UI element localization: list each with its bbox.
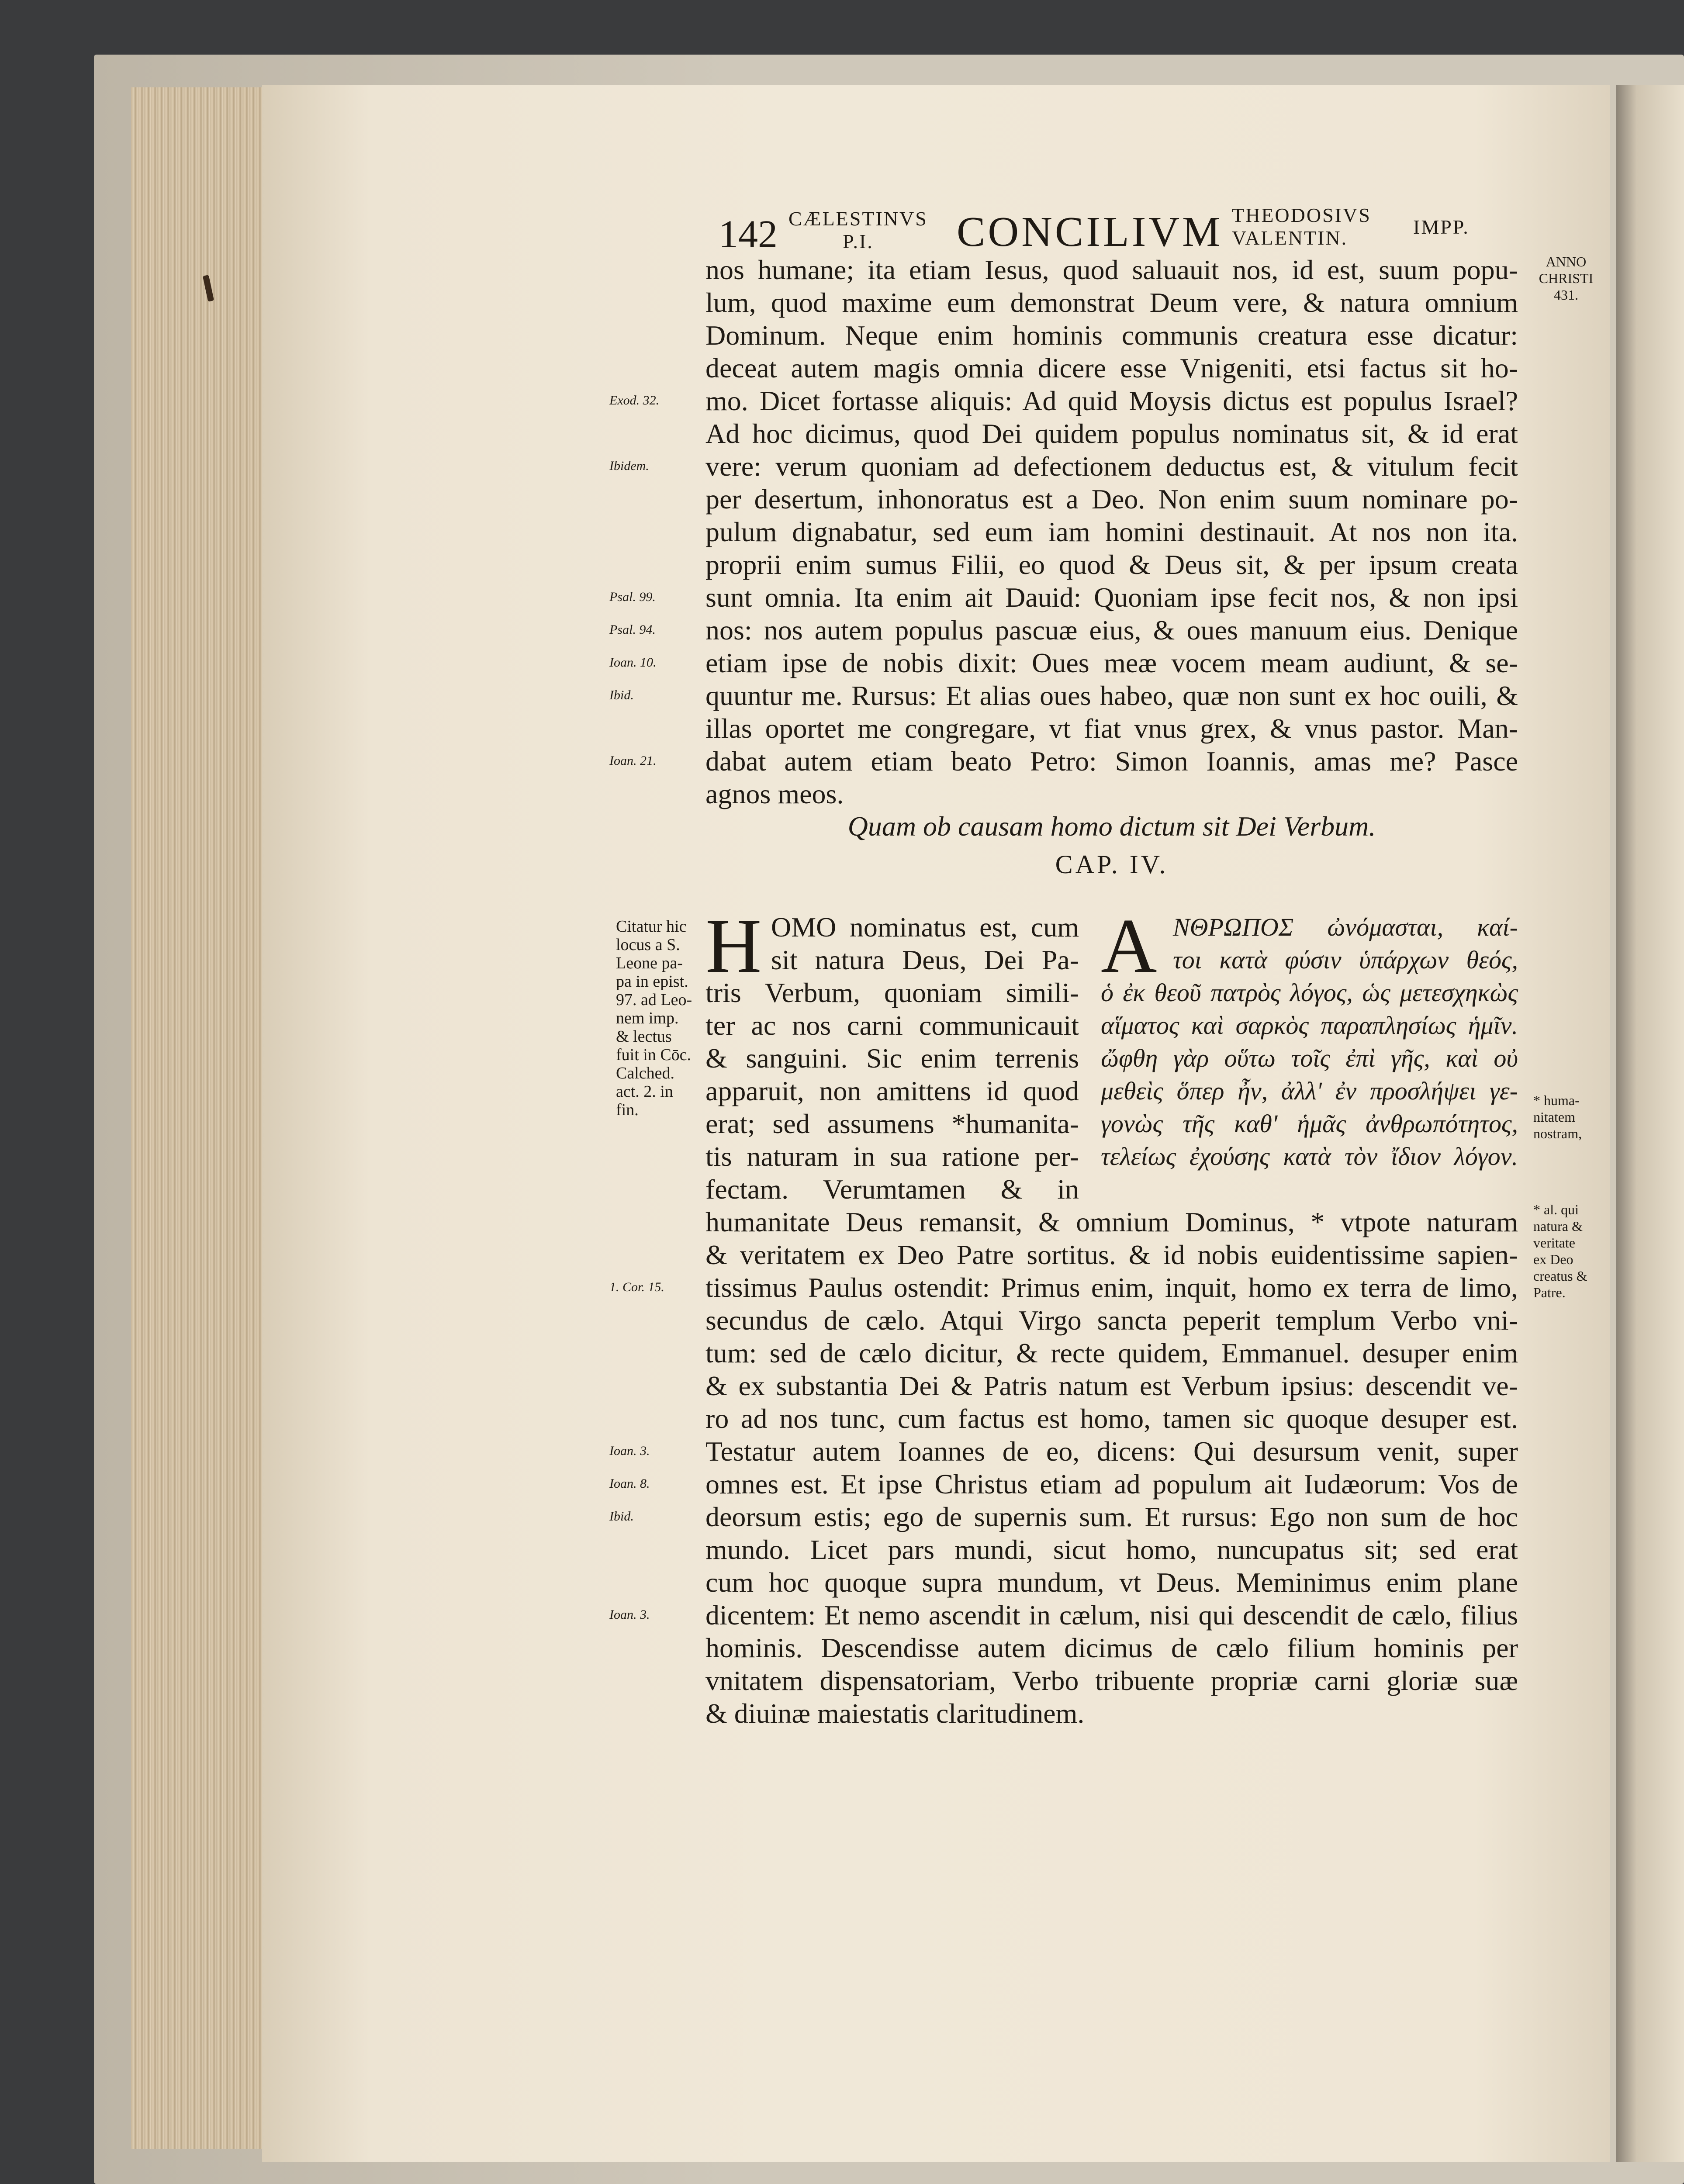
text-line: apparuit, non amittens id quod <box>705 1075 1079 1106</box>
text-line: etiam ipse de nobis dixit: Oues meæ vocem meam audiunt, & se- <box>705 647 1518 678</box>
left-note <box>616 917 697 1119</box>
text-line: nos humane; ita etiam Iesus, quod saluauit nos, id est, suum popu- <box>705 254 1518 285</box>
left-note-line: Calched. <box>616 1064 675 1082</box>
left-note-line: 97. ad Leo- <box>616 991 692 1009</box>
text-line: fectam. Verumtamen & in <box>705 1174 1079 1205</box>
left-note-line: act. 2. in <box>616 1082 673 1101</box>
page-edges <box>131 87 266 2149</box>
right-note-line: natura & <box>1533 1218 1583 1234</box>
text-line: sunt omnia. Ita enim ait Dauid: Quoniam ipse fecit nos, & non ipsi <box>705 582 1518 613</box>
year-label-anno: ANNO <box>1546 254 1587 270</box>
running-header <box>719 199 1509 256</box>
left-note-line: pa in epist. <box>616 972 688 991</box>
right-note-line: * al. qui <box>1533 1202 1579 1217</box>
facing-page <box>1616 85 1684 2162</box>
margin-reference: Ioan. 8. <box>609 1476 650 1491</box>
margin-reference: Ioan. 3. <box>609 1607 650 1622</box>
left-note-line: & lectus <box>616 1027 672 1046</box>
margin-reference: Ibid. <box>609 688 634 702</box>
page-number: 142 <box>719 213 778 256</box>
text-line: deorsum estis; ego de supernis sum. Et rursus: Ego non sum de hoc <box>705 1501 1518 1532</box>
margin-reference: Ioan. 21. <box>609 753 657 768</box>
text-line: vere: verum quoniam ad defectionem deductus est, & vitulum fecit <box>705 451 1518 482</box>
text-line: pulum dignabatur, sed eum iam homini destinauit. At nos non ita. <box>705 516 1518 547</box>
left-note-line: Citatur hic <box>616 917 687 936</box>
text-line: tissimus Paulus ostendit: Primus enim, inquit, homo ex terra de limo, <box>705 1272 1518 1303</box>
text-line: & veritatem ex Deo Patre sortitus. & id nobis euidentissime sapien- <box>705 1239 1518 1270</box>
text-line: τελείως ἐχούσης κατὰ τὸν ἴδιον λόγον. <box>1101 1142 1518 1171</box>
right-note-line: nitatem <box>1533 1109 1575 1125</box>
text-line: ὤφθη γὰρ οὕτω τοῖς ἐπὶ γῆς, καὶ οὐ <box>1101 1044 1518 1072</box>
text-line: agnos meos. <box>705 778 844 809</box>
margin-reference: Ibid. <box>609 1509 634 1524</box>
text-line: Dominum. Neque enim hominis communis creatura esse dicatur: <box>705 320 1518 351</box>
latin-column <box>705 902 1079 1206</box>
text-line: OMO nominatus est, cum <box>771 912 1079 943</box>
left-note-line: locus a S. <box>616 936 680 954</box>
text-line: ὁ ἐκ θεοῦ πατρὸς λόγος, ὡς μετεσχηκὼς <box>1101 978 1518 1007</box>
text-line: sit natura Deus, Dei Pa- <box>771 944 1079 975</box>
text-line: γονὼς τῆς καθ' ἡμᾶς ἀνθρωπότητος, <box>1101 1109 1518 1138</box>
text-line: hominis. Descendisse autem dicimus de cælo filium hominis per <box>705 1632 1518 1663</box>
margin-reference: 1. Cor. 15. <box>609 1280 664 1294</box>
text-line: & ex substantia Dei & Patris natum est Verbum ipsius: descendit ve- <box>705 1370 1518 1401</box>
text-line: vnitatem dispensatoriam, Verbo tribuente propriæ carni gloriæ suæ <box>705 1665 1518 1696</box>
right-note-line: nostram, <box>1533 1126 1582 1141</box>
text-line: ter ac nos carni communicauit <box>705 1010 1079 1041</box>
chapter-subtitle: Quam ob causam homo dictum sit Dei Verbum. <box>847 811 1376 842</box>
right-note <box>1533 1092 1582 1142</box>
text-line: αἵματος καὶ σαρκὸς παραπλησίως ἡμῖν. <box>1101 1011 1518 1040</box>
text-line: τοι κατὰ φύσιν ὑπάρχων θεός, <box>1173 946 1518 974</box>
emperor-2: VALENTIN. <box>1232 227 1348 249</box>
text-line: μεθεὶς ὅπερ ἦν, ἀλλ' ἐν προσλήψει γε- <box>1101 1077 1518 1105</box>
greek-dropcap: Α <box>1101 902 1157 989</box>
text-line: tum: sed de cælo dicitur, & recte quidem, Emmanuel. desuper enim <box>705 1337 1518 1368</box>
right-note-line: * huma- <box>1533 1092 1580 1108</box>
header-pope <box>788 207 928 253</box>
text-line: cum hoc quoque supra mundum, vt Deus. Meminimus enim plane <box>705 1567 1518 1598</box>
margin-reference: Ibidem. <box>609 459 649 473</box>
text-line: Testatur autem Ioannes de eo, dicens: Qui desursum venit, super <box>705 1436 1518 1467</box>
year-label-christi: CHRISTI <box>1539 270 1594 286</box>
text-line: ΝΘΡΩΠΟΣ ὠνόμασται, καί- <box>1173 913 1518 941</box>
right-note-line: Patre. <box>1533 1285 1566 1300</box>
greek-column <box>1101 902 1518 1173</box>
header-title: CONCILIVM <box>957 208 1223 256</box>
margin-reference: Psal. 99. <box>609 590 656 604</box>
left-note-line: Leone pa- <box>616 954 683 972</box>
margin-reference: Psal. 94. <box>609 622 656 637</box>
right-note-line: veritate <box>1533 1235 1575 1251</box>
text-line: dicentem: Et nemo ascendit in cælum, nisi qui descendit de cælo, filius <box>705 1600 1518 1631</box>
latin-dropcap: H <box>705 902 762 989</box>
text-line: dabat autem etiam beato Petro: Simon Ioannis, amas me? Pasce <box>705 746 1518 777</box>
right-note-line: creatus & <box>1533 1268 1587 1284</box>
text-line: mo. Dicet fortasse aliquis: Ad quid Moysis dictus est populus Israel? <box>705 385 1518 416</box>
emperor-1: THEODOSIVS <box>1232 204 1371 226</box>
header-emperors <box>1232 204 1371 249</box>
main-text-top <box>705 253 1518 810</box>
year-label <box>1529 253 1603 303</box>
text-line: proprii enim sumus Filii, eo quod & Deus sit, & per ipsum creata <box>705 549 1518 580</box>
main-text-bottom <box>705 1206 1518 1730</box>
left-note-line: fin. <box>616 1101 639 1119</box>
left-note-line: nem imp. <box>616 1009 679 1027</box>
text-line: & sanguini. Sic enim terrenis <box>705 1043 1079 1074</box>
margin-reference: Ioan. 10. <box>609 655 657 670</box>
year-label-number: 431. <box>1554 287 1578 303</box>
margin-reference: Ioan. 3. <box>609 1444 650 1458</box>
text-line: humanitate Deus remansit, & omnium Dominus, * vtpote naturam <box>705 1206 1518 1237</box>
text-line: quuntur me. Rursus: Et alias oues habeo, quæ non sunt ex hoc ouili, & <box>705 680 1518 711</box>
right-note-line: ex Deo <box>1533 1251 1573 1267</box>
text-line: secundus de cælo. Atqui Virgo sancta peperit templum Verbo vni- <box>705 1305 1518 1336</box>
chapter-heading: CAP. IV. <box>1055 850 1169 879</box>
text-line: lum, quod maxime eum demonstrat Deum vere, & natura omnium <box>705 287 1518 318</box>
left-note-line: fuit in Cōc. <box>616 1046 692 1064</box>
text-line: per desertum, inhonoratus est a Deo. Non enim suum nominare po- <box>705 484 1518 515</box>
margin-reference: Exod. 32. <box>609 393 660 408</box>
pope-number: P.I. <box>843 230 874 252</box>
pope-name: CÆLESTINVS <box>788 207 928 230</box>
right-note <box>1533 1201 1587 1301</box>
text-line: mundo. Licet pars mundi, sicut homo, nuncupatus sit; sed erat <box>705 1534 1518 1565</box>
text-line: nos: nos autem populus pascuæ eius, & oues manuum eius. Denique <box>705 615 1518 646</box>
text-line: & diuinæ maiestatis claritudinem. <box>705 1698 1085 1729</box>
text-line: illas oportet me congregare, vt fiat vnus grex, & vnus pastor. Man- <box>705 713 1518 744</box>
text-line: erat; sed assumens *humanita- <box>705 1108 1079 1139</box>
text-line: ro ad nos tunc, cum factus est homo, tamen sic quoque desuper est. <box>705 1403 1518 1434</box>
header-impp: IMPP. <box>1413 216 1470 238</box>
text-line: tris Verbum, quoniam simili- <box>705 977 1079 1008</box>
text-line: tis naturam in sua ratione per- <box>705 1141 1079 1172</box>
text-line: Ad hoc dicimus, quod Dei quidem populus nominatus sit, & id erat <box>705 418 1518 449</box>
text-line: omnes est. Et ipse Christus etiam ad populum ait Iudæorum: Vos de <box>705 1469 1518 1500</box>
text-line: deceat autem magis omnia dicere esse Vnigeniti, etsi factus sit ho- <box>705 352 1518 384</box>
